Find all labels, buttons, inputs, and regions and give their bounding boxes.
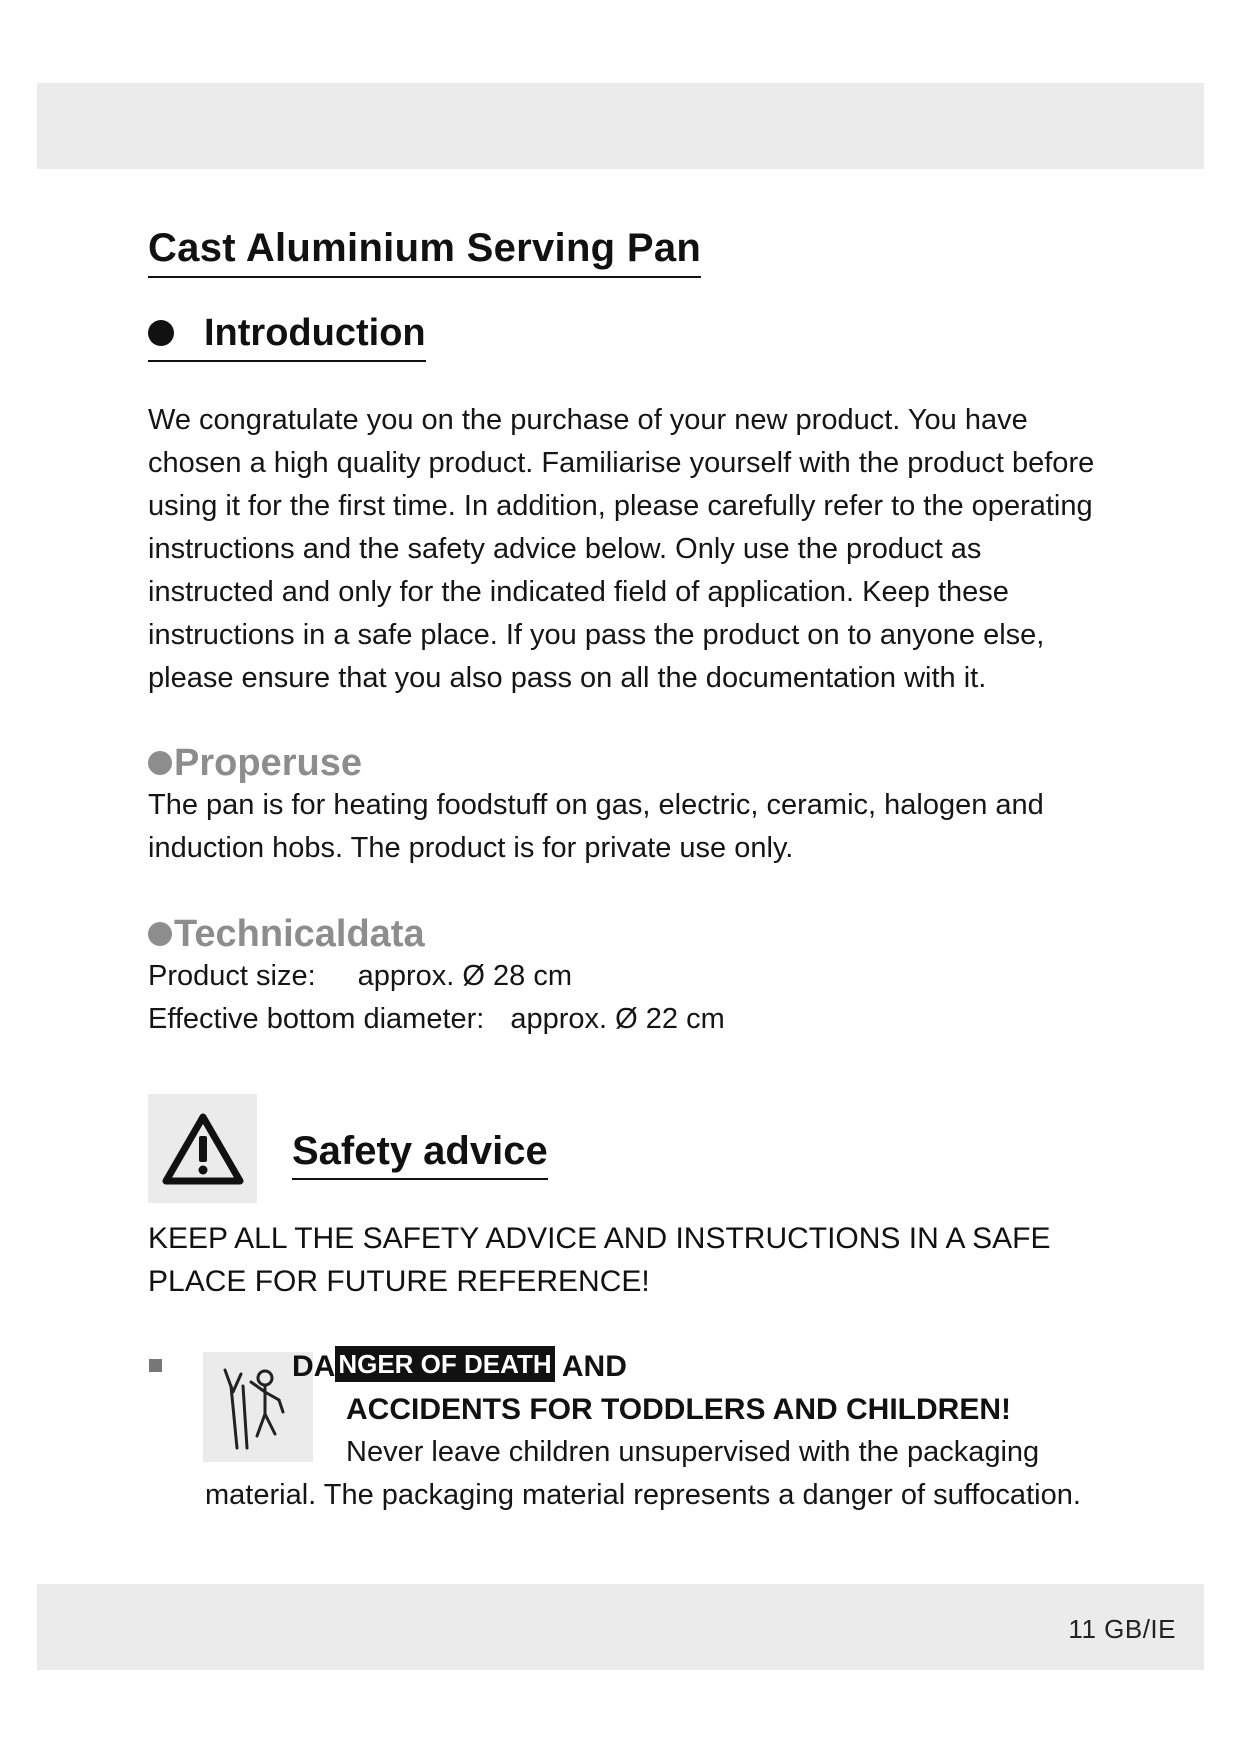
danger-text-start: DA <box>292 1350 336 1383</box>
proper-use-heading <box>148 738 362 788</box>
safety-advice-heading: Safety advice <box>292 1126 548 1180</box>
tech-row-product-size <box>148 955 572 998</box>
danger-text-end: AND <box>554 1350 627 1383</box>
page-title: Cast Aluminium Serving Pan <box>148 222 701 278</box>
tech-value: approx. Ø 28 cm <box>357 960 573 992</box>
danger-text-line4: material. The packaging material represents a danger of suffocation. <box>205 1479 1081 1511</box>
introduction-heading <box>148 308 426 362</box>
warning-triangle-icon <box>148 1094 257 1203</box>
tech-label: Product size: <box>148 960 316 992</box>
introduction-text: We congratulate you on the purchase of your new product. You have chosen a high quality product. Familiarise yourself with the product before using it for the first time. In addition, please carefully refer to the operating instructions and the safety advice below. Only use the product as instructed and only for the indicated field of application. Keep these instructions in a safe place. If you pass the product on to anyone else, please ensure that you also pass on all the documentation with it. <box>148 404 1095 694</box>
list-bullet-icon <box>149 1359 162 1372</box>
introduction-heading-label: Introduction <box>204 312 426 354</box>
keep-safety-text: KEEP ALL THE SAFETY ADVICE AND INSTRUCTIONS IN A SAFE PLACE FOR FUTURE REFERENCE! <box>148 1222 1051 1298</box>
footer-band <box>37 1584 1204 1670</box>
tech-value: approx. Ø 22 cm <box>510 1003 725 1035</box>
technical-data-heading-label: Technicaldata <box>174 913 425 955</box>
danger-heading-line2: ACCIDENTS FOR TODDLERS AND CHILDREN! <box>346 1393 1011 1426</box>
page-number: 11 GB/IE <box>1068 1614 1176 1644</box>
proper-use-text: The pan is for heating foodstuff on gas, electric, ceramic, halogen and induction hobs. The product is for private use only. <box>148 789 1044 864</box>
header-band <box>37 83 1204 169</box>
heading-bullet-icon <box>148 751 172 775</box>
proper-use-heading-label: Properuse <box>174 742 362 784</box>
danger-heading-line1 <box>292 1345 627 1388</box>
heading-bullet-icon <box>148 922 172 946</box>
tech-label: Effective bottom diameter: <box>148 1003 485 1035</box>
technical-data-heading <box>148 909 425 959</box>
heading-bullet-icon <box>148 320 174 346</box>
danger-overlay-label: NGER OF DEATH <box>335 1346 554 1382</box>
danger-text-line3: Never leave children unsupervised with the packaging <box>346 1436 1040 1468</box>
tech-row-bottom-diameter <box>148 998 725 1041</box>
